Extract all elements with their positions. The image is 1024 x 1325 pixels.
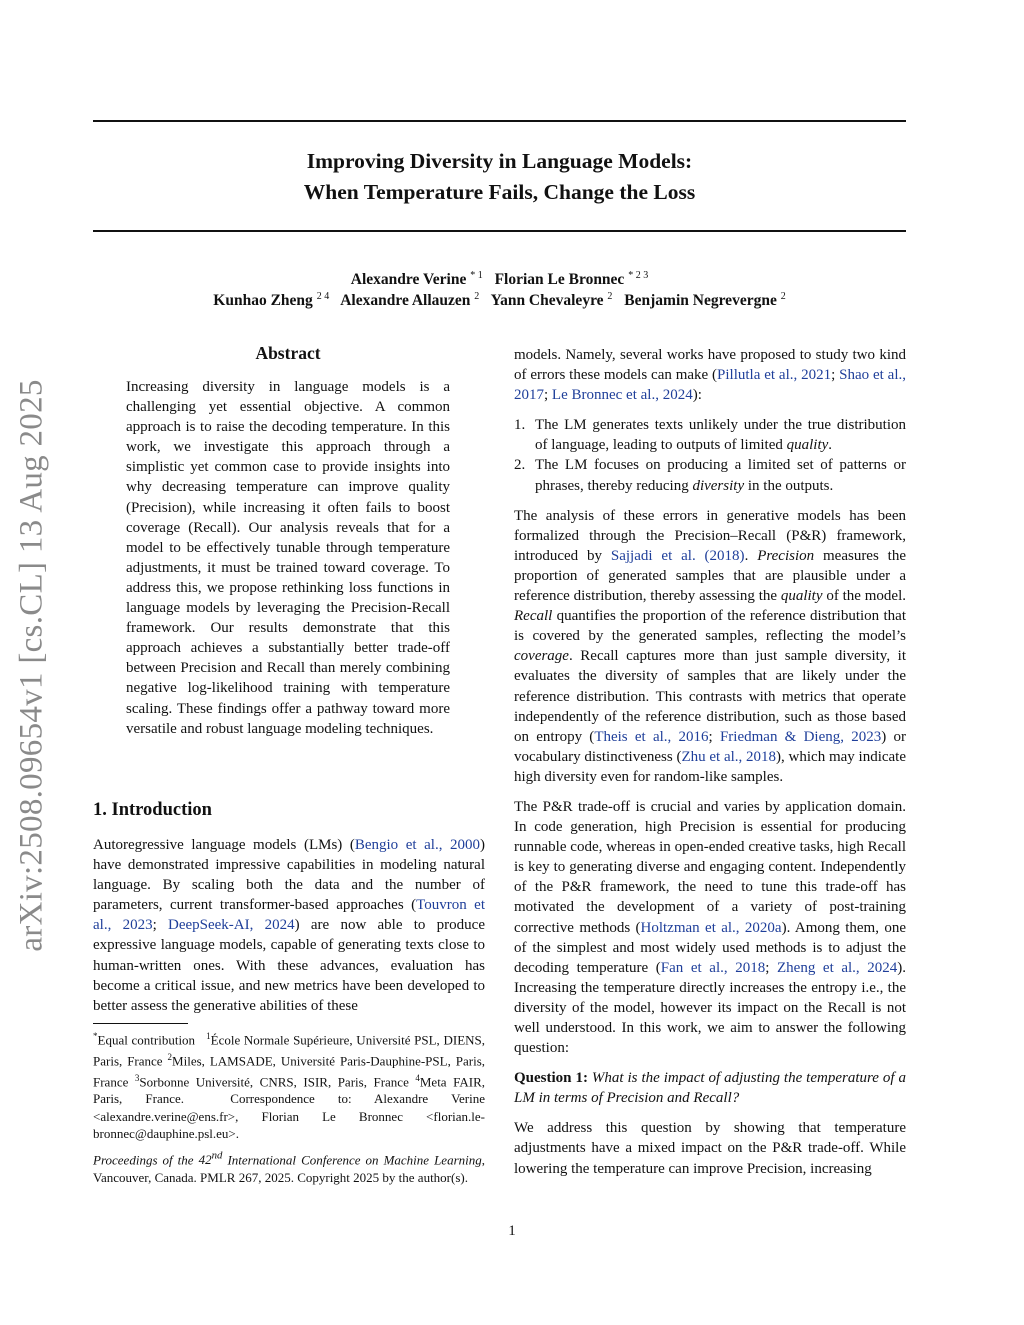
question-text: What is the impact of adjusting the temperature of a LM in terms of Precision and Recall? <box>514 1070 906 1107</box>
abstract-body <box>126 377 450 739</box>
text-run: Proceedings of the <box>93 1152 194 1168</box>
text-run: ; <box>765 959 777 976</box>
question-block <box>514 1068 906 1108</box>
citation-link[interactable]: Zheng et al., 2024 <box>777 959 898 976</box>
footnote-affiliation: Miles, LAMSADE, Université Paris-Dauphine-PSL, Paris, France <box>93 1053 486 1089</box>
text-run: quantifies the proportion of the reference distribution that is covered by the generated samples, reflecting the model’s <box>514 608 906 645</box>
paragraph: We address this question by showing that temperature adjustments have a mixed impact on the P&R trade-off. While lowering the temperature can improve Precision, increasing <box>514 1120 906 1177</box>
list-number: 1. <box>514 417 526 434</box>
title-bottom-rule <box>93 230 906 232</box>
text-run: ): <box>692 387 702 404</box>
text-run: nd <box>211 1150 223 1162</box>
text-run: ) or vocabulary distinctiveness ( <box>514 728 906 765</box>
citation-link[interactable]: Le Bronnec et al., 2024 <box>551 387 693 404</box>
proceedings-note <box>93 1148 485 1186</box>
question-label: Question 1: <box>514 1070 588 1087</box>
text-run: quality <box>786 437 829 454</box>
text-run: ; <box>544 387 552 404</box>
footnote-rule <box>93 1023 188 1024</box>
author-affiliation: * 1 <box>470 270 483 281</box>
citation-link[interactable]: Sajjadi et al. (2018) <box>610 547 745 564</box>
author-affiliation: 2 <box>780 291 786 302</box>
text-run: . Recall captures more than just sample diversity, it evaluates the diversity of samples that are likely under the reference distribution. This contrasts with metrics that operate independently of the reference distribution, such as those based on entropy ( <box>514 648 906 745</box>
citation-link[interactable]: Bengio et al., 2000 <box>354 837 480 853</box>
text-run: , Vancouver, Canada. PMLR 267, 2025. Copyright 2025 by the author(s). <box>93 1152 485 1185</box>
list-number: 2. <box>514 457 526 474</box>
author-name: Florian Le Bronnec <box>494 271 625 289</box>
text-run: The LM generates texts unlikely under the true distribution of language, leading to outputs of limited <box>535 417 906 454</box>
text-run: Recall <box>514 608 553 625</box>
author-affiliation: * 2 3 <box>628 270 649 281</box>
citation-link[interactable]: Fan et al., 2018 <box>660 959 766 976</box>
title-top-rule <box>93 120 906 122</box>
text-run: ). Among them, one of the simplest and most widely used methods is to adjust the decoding temperature ( <box>514 919 906 976</box>
text-run: ). Increasing the temperature directly increases the entropy i.e., the diversity of the model, however its impact on the Recall is not well understood. In this work, we aim to answer the following question: <box>514 959 906 1057</box>
footnote-equal: Equal contribution <box>97 1032 196 1048</box>
intro-paragraph <box>93 835 485 1016</box>
text-run: in the outputs. <box>744 477 834 494</box>
text-run: ; <box>708 728 720 745</box>
text-run: quality <box>780 588 823 605</box>
title-line-2: When Temperature Fails, Change the Loss <box>303 180 696 204</box>
author-name: Benjamin Negrevergne <box>624 292 777 310</box>
paragraph <box>514 345 906 405</box>
text-run: . <box>744 547 758 564</box>
error-list <box>514 415 906 495</box>
text-run: The P&R trade-off is crucial and varies by application domain. In code generation, high Precision is essential for producing runnable code, whereas in open-ended creative tasks, high Recall is key to generating diverse and engaging content. Independently of the P&R framework, the need to tune this trade-off has motivated the development of a variety of post-training corrective methods ( <box>514 798 906 936</box>
arxiv-stamp-text: arXiv:2508.09654v1 [cs.CL] 13 Aug 2025 <box>13 378 50 952</box>
citation-link[interactable]: Friedman & Dieng, 2023 <box>719 728 882 745</box>
section-heading-introduction: 1. Introduction <box>93 800 212 820</box>
title-line-1: Improving Diversity in Language Models: <box>306 149 693 173</box>
text-run: International Conference on Machine Learning <box>227 1152 482 1168</box>
list-item <box>514 415 906 455</box>
text-run: measures the proportion of generated samples that are plausible under a reference distribution, thereby assessing the <box>514 547 906 605</box>
right-column <box>514 345 906 1179</box>
author-name: Yann Chevaleyre <box>490 292 604 310</box>
paper-title <box>93 146 906 208</box>
citation-link[interactable]: Zhu et al., 2018 <box>681 748 777 765</box>
author-affiliation: 2 <box>607 291 613 302</box>
list-item <box>514 455 906 495</box>
text-run: Autoregressive language models (LMs) ( <box>93 837 355 853</box>
abstract-text: Increasing diversity in language models is a challenging yet essential objective. A common approach is to raise the decoding temperature. In this work, we investigate this approach through a simplistic yet common case to provide insights into why decreasing temperature can improve quality (Precision), while increasing it often fails to boost coverage (Recall). Our analysis reveals that for a model to be effectively tunable through temperature adjustments, it must be trained toward coverage. To address this, we propose rethinking loss functions in language models by leveraging the Precision-Recall framework. Our results demonstrate that this approach achieves a substantially better trade-off between Precision and Recall than merely combining negative log-likelihood training with temperature scaling. These findings offer a pathway toward more versatile and robust language modeling techniques. <box>126 379 450 737</box>
text-run: ) have demonstrated impressive capabilities in modeling natural language. By scaling both the data and the number of parameters, current transformer-based approaches ( <box>93 837 485 914</box>
paragraph <box>514 797 906 1058</box>
author-affiliation: 2 <box>474 291 480 302</box>
author-name: Alexandre Verine <box>350 271 467 289</box>
author-name: Alexandre Allauzen <box>340 292 471 310</box>
footnote-affiliation: Sorbonne Université, CNRS, ISIR, Paris, France <box>139 1073 409 1089</box>
footnote: *Equal contribution $^1$École Normale Supérieure, Université PSL, DIENS, Paris, France $^2$Miles, LAMSADE, Université Paris-Dauphine-PSL, Paris, France $^3$Sorbonne Université, CNRS, ISIR, Paris, France $^4$Meta FAIR, Paris, France. Correspondence to: Alexandre Verine <alexandre.verine@ens.fr>, Florian Le Bronnec <florian.le-bronnec@dauphine.psl.eu>. <box>93 1031 486 1142</box>
citation-link[interactable]: Pillutla et al., 2021 <box>717 367 832 384</box>
arxiv-stamp <box>2 370 62 960</box>
text-run: ) are now able to produce expressive language models, capable of generating texts close to human-written ones. With these advances, evaluation has become a critical issue, and new metrics have been developed to better assess the generative abilities of these <box>93 917 485 1014</box>
text-run: 42 <box>198 1152 212 1168</box>
citation-link[interactable]: DeepSeek-AI, 2024 <box>168 917 295 934</box>
text-run: coverage <box>514 648 569 665</box>
author-row-2 <box>93 287 906 311</box>
text-run: ; <box>152 917 168 934</box>
text-run: diversity <box>692 477 745 494</box>
text-run: ; <box>831 367 840 384</box>
text-run: The LM focuses on producing a limited set of patterns or phrases, thereby reducing <box>535 457 906 494</box>
text-run: The analysis of these errors in generative models has been formalized through the Precision–Recall (P&R) framework, introduced by <box>514 507 906 564</box>
text-run: . <box>828 437 833 454</box>
text-run: of the model. <box>822 588 906 605</box>
citation-link[interactable]: Holtzman et al., 2020a <box>640 919 782 936</box>
footnote-correspondence: Correspondence to: Alexandre Verine <alexandre.verine@ens.fr>, Florian Le Bronnec <florian.le-bronnec@dauphine.psl.eu>. <box>93 1091 486 1142</box>
page-number: 1 <box>508 1223 516 1239</box>
footnote-affiliation: École Normale Supérieure, Université PSL, DIENS, Paris, France <box>93 1032 486 1069</box>
citation-link[interactable]: Theis et al., 2016 <box>594 728 709 745</box>
citation-link[interactable]: Shao et al., 2017 <box>514 367 906 404</box>
text-run: Precision <box>757 547 815 564</box>
text-run: models. Namely, several works have proposed to study two kind of errors these models can make ( <box>514 347 906 384</box>
abstract-heading: Abstract <box>255 343 321 363</box>
author-affiliation: 2 4 <box>316 291 330 302</box>
paragraph <box>514 506 906 787</box>
footnote-affiliation: Meta FAIR, Paris, France. <box>93 1073 485 1107</box>
text-run: ), which may indicate high diversity even for random-like samples. <box>514 748 907 785</box>
author-name: Kunhao Zheng <box>213 292 313 310</box>
citation-link[interactable]: Touvron et al., 2023 <box>93 897 485 934</box>
